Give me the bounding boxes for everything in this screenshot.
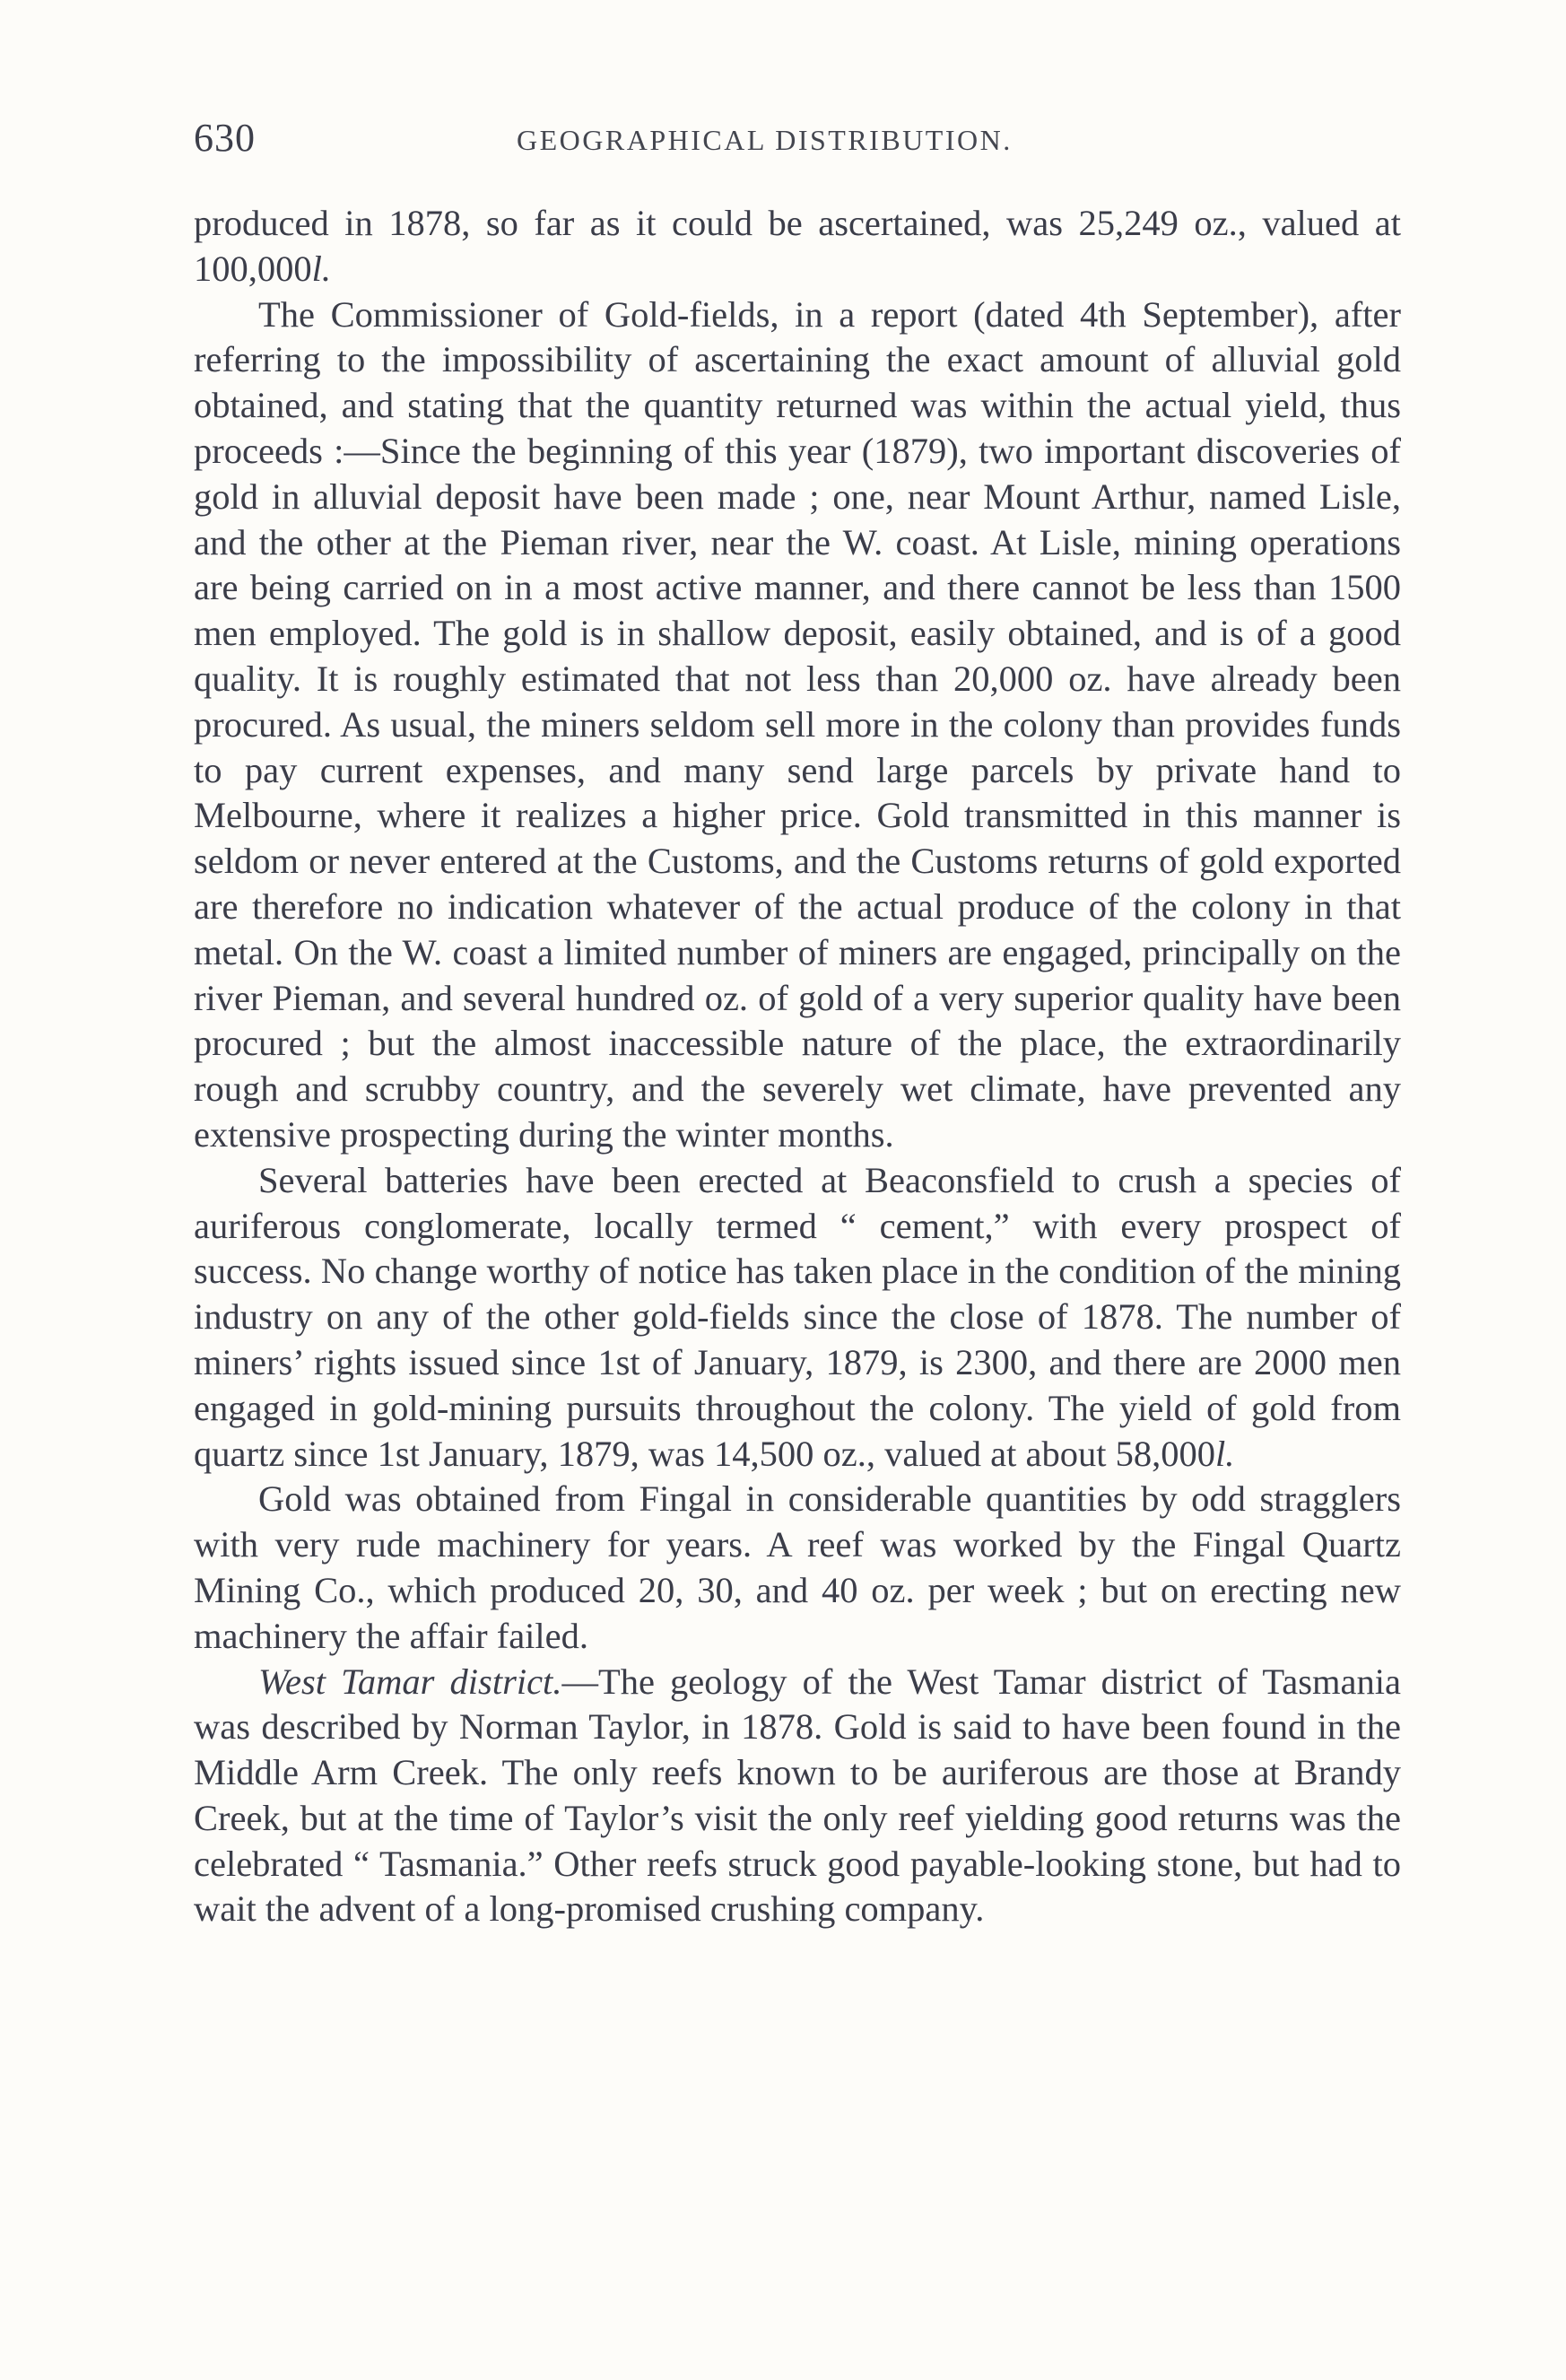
paragraph-text: The Commissioner of Gold-fields, in a report (dated 4th September), after referring to the impossibility of ascertaining the exact amount of alluvial gold obtained, and stating that the quantity returned was within the actual yield, thus proceeds :—Since the beginning of this year (1879), two important discoveries of gold in alluvial deposit have been made ; one, near Mount Arthur, named Lisle, and the other at the Pieman river, near the W. coast. At Lisle, mining operations are being carried on in a most active manner, and there cannot be less than 1500 men employed. The gold is in shallow deposit, easily obtained, and is of a good quality. It is roughly estimated that not less than 20,000 oz. have already been procured. As usual, the miners seldom sell more in the colony than provides funds to pay current expenses, and many send large parcels by private hand to Melbourne, where it realizes a higher price. Gold transmitted in this manner is seldom or never entered at the Customs, and the Customs returns of gold exported are therefore no indication whatever of the actual produce of the colony in that metal. On the W. coast a limited number of miners are engaged, principally on the river Pieman, and several hundred oz. of gold of a very superior quality have been procured ; but the almost inaccessible nature of the place, the extraordinarily rough and scrubby country, and the severely wet climate, have prevented any extensive prospecting during the winter months. — [194, 293, 1401, 1155]
paragraph-continued — [194, 201, 1401, 292]
paragraph-text: produced in 1878, so far as it could be ascertained, was 25,249 oz., valued at 100,000 — [194, 203, 1401, 289]
running-head — [194, 115, 1401, 169]
paragraph-commissioner-report — [194, 292, 1401, 1158]
running-title: GEOGRAPHICAL DISTRIBUTION. — [517, 124, 1013, 156]
body-text — [194, 201, 1401, 1932]
paragraph-text: Gold was obtained from Fingal in considerable quantities by odd stragglers with very rude machinery for years. A reef was worked by the Fingal Quartz Mining Co., which produced 20, 30, and 40 oz. per week ; but on erecting new machinery the affair failed. — [194, 1478, 1401, 1656]
page-number: 630 — [194, 116, 256, 160]
paragraph-fingal — [194, 1477, 1401, 1659]
paragraph-beaconsfield — [194, 1158, 1401, 1478]
pound-abbreviation: l. — [311, 248, 332, 289]
pound-abbreviation: l. — [1214, 1433, 1235, 1474]
paragraph-west-tamar — [194, 1660, 1401, 1933]
section-heading-italic: West Tamar district. — [258, 1661, 562, 1702]
paragraph-text: Several batteries have been erected at Beaconsfield to crush a species of auriferous conglomerate, locally termed “ cement,” with every prospect of success. No change worthy of notice has taken place in the condition of the mining industry on any of the other gold-fields since the close of 1878. The number of miners’ rights issued since 1st of January, 1879, is 2300, and there are 2000 men engaged in gold-mining pursuits throughout the colony. The yield of gold from quartz since 1st January, 1879, was 14,500 oz., valued at about 58,000 — [194, 1159, 1401, 1474]
paragraph-text: —The geology of the West Tamar district of Tasmania was described by Norman Taylor, in 1878. Gold is said to have been found in the Middle Arm Creek. The only reefs known to be auriferous are those at Brandy Creek, but at the time of Taylor’s visit the only reef yielding good returns was the celebrated “ Tasmania.” Other reefs struck good payable-looking stone, but had to wait the advent of a long-promised crushing company. — [194, 1661, 1401, 1930]
